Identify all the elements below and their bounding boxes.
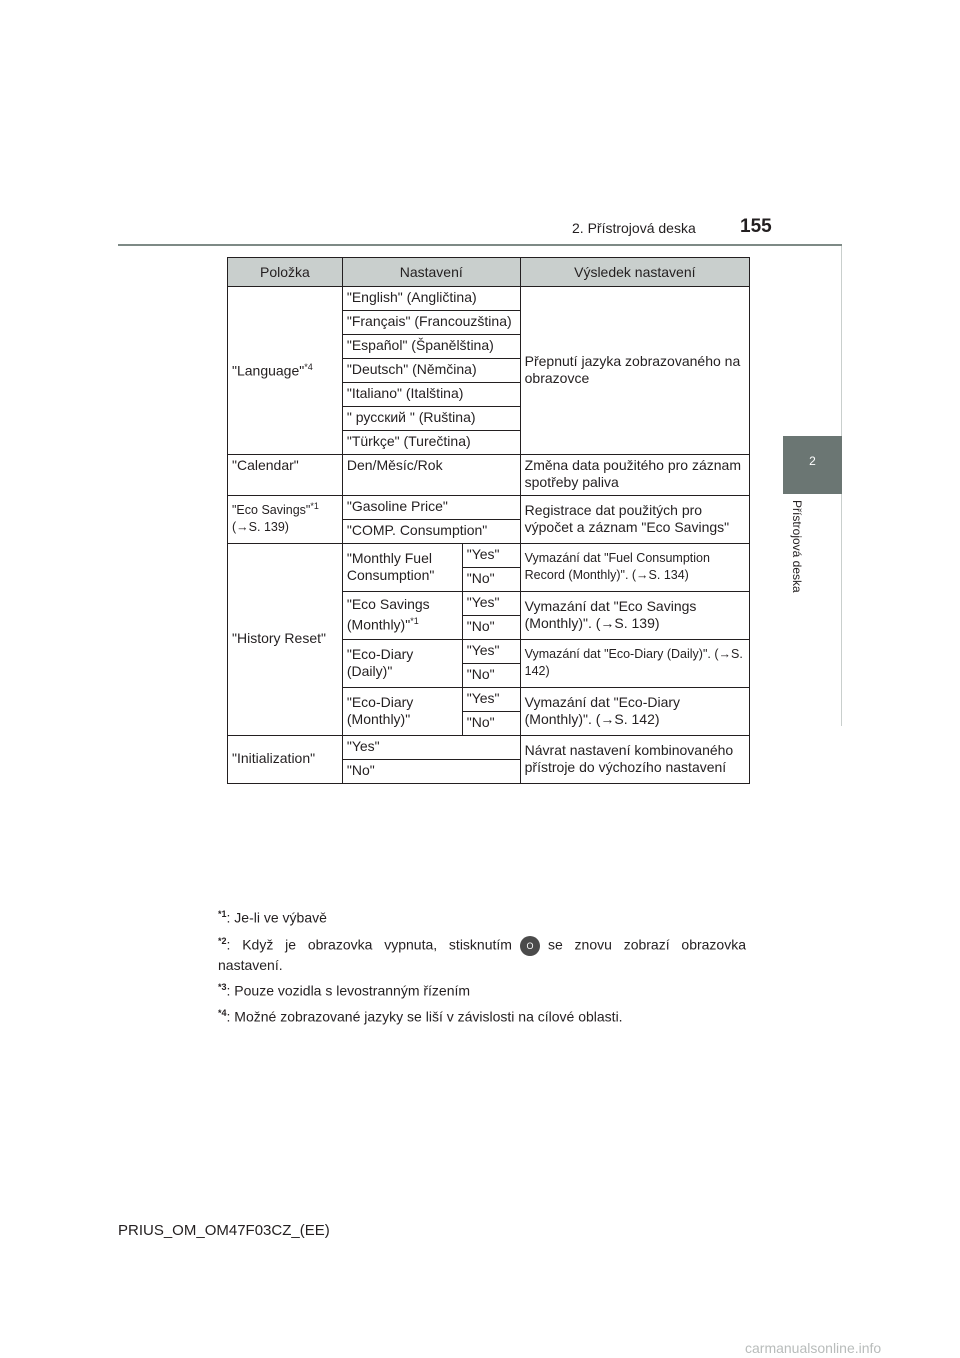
option-spanish: "Español" (Španělština) [342,335,520,359]
settings-table [227,257,750,784]
option-yes: "Yes" [462,640,520,664]
power-button-icon: O [520,936,540,956]
item-initialization: "Initialization" [228,736,343,784]
footnote-3: $^{*3}$: Pouze vozidla s levostranným řízením [218,982,471,999]
item-language: "Language"$^{*4}$ [228,287,343,455]
setting-monthly-fuel: "Monthly Fuel Consumption" [342,544,462,592]
footnote-1: $^{*1}$: Je-li ve výbavě [218,909,327,926]
setting-eco-diary-monthly: "Eco-Diary (Monthly)" [342,688,462,736]
watermark: carmanualsonline.info [745,1340,882,1356]
page-number: 155 [740,216,772,237]
option-turkish: "Türkçe" (Turečtina) [342,431,520,455]
item-eco-savings: "Eco Savings"$^{*1}$ (→S. 139) [228,496,343,544]
option-yes: "Yes" [462,544,520,568]
option-yes: "Yes" [462,688,520,712]
setting-eco-savings-monthly: "Eco Savings (Monthly)"$^{*1}$ [342,592,462,640]
chapter-label: Přístrojová deska [790,500,804,593]
setting-calendar: Den/Měsíc/Rok [342,455,520,496]
option-italian: "Italiano" (Italština) [342,383,520,407]
option-yes: "Yes" [462,592,520,616]
option-no: "No" [462,664,520,688]
result-monthly-fuel: Vymazání dat "Fuel Consumption Record (Monthly)". (→S. 134) [520,544,749,592]
footnote-4: $^{*4}$: Možné zobrazované jazyky se liší v závislosti na cílové oblasti. [218,1008,623,1025]
result-language: Přepnutí jazyka zobrazovaného na obrazovce [520,287,749,455]
header-rule [118,244,842,246]
setting-gasoline-price: "Gasoline Price" [342,496,520,520]
option-yes: "Yes" [342,736,520,760]
result-eco-diary-daily: Vymazání dat "Eco-Diary (Daily)". (→S. 142) [520,640,749,688]
header-setting: Nastavení [342,258,520,287]
result-initialization: Návrat nastavení kombinovaného přístroje do výchozího nastavení [520,736,749,784]
item-history-reset: "History Reset" [228,544,343,736]
option-no: "No" [342,760,520,784]
option-french: "Français" (Francouzština) [342,311,520,335]
setting-comp-consumption: "COMP. Consumption" [342,520,520,544]
setting-eco-diary-daily: "Eco-Diary (Daily)" [342,640,462,688]
result-eco-diary-monthly: Vymazání dat "Eco-Diary (Monthly)". (→S. 142) [520,688,749,736]
option-russian: " русский " (Ruština) [342,407,520,431]
item-calendar: "Calendar" [228,455,343,496]
option-no: "No" [462,712,520,736]
option-no: "No" [462,568,520,592]
option-no: "No" [462,616,520,640]
section-title: 2. Přístrojová deska [572,220,696,236]
header-item: Položka [228,258,343,287]
footnote-2: $^{*2}$: Když je obrazovka vypnuta, stisknutím O se znovu zobrazí obrazovka nastavení. [218,936,746,973]
chapter-tab[interactable]: 2 [783,436,842,494]
option-english: "English" (Angličtina) [342,287,520,311]
document-code: PRIUS_OM_OM47F03CZ_(EE) [118,1222,330,1239]
result-calendar: Změna data použitého pro záznam spotřeby paliva [520,455,749,496]
header-result: Výsledek nastavení [520,258,749,287]
option-german: "Deutsch" (Němčina) [342,359,520,383]
result-eco-savings-monthly: Vymazání dat "Eco Savings (Monthly)". (→S. 139) [520,592,749,640]
result-eco-savings: Registrace dat použitých pro výpočet a záznam "Eco Savings" [520,496,749,544]
